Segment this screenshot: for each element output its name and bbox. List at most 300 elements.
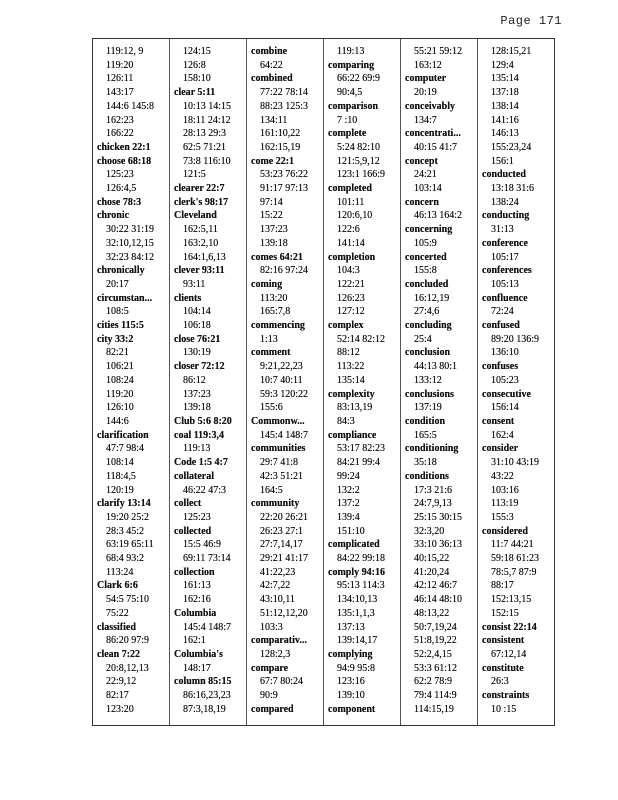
index-page-ref: 152:13,15 bbox=[491, 594, 532, 606]
index-page-ref: 40:15,22 bbox=[414, 553, 450, 565]
index-page-ref: 31:13 bbox=[491, 224, 514, 236]
index-term: Columbia bbox=[174, 607, 217, 619]
index-page-ref: 48:13,22 bbox=[414, 607, 450, 619]
index-page-ref: 139:18 bbox=[260, 237, 288, 249]
index-page-ref: 113:20 bbox=[260, 292, 288, 304]
index-page-ref: 128:15,21 bbox=[491, 46, 532, 57]
index-term: coal 119:3,4 bbox=[174, 429, 224, 441]
index-term: communities bbox=[251, 443, 306, 455]
index-page-ref: 67:7 80:24 bbox=[260, 676, 304, 688]
index-term: comparing bbox=[328, 59, 375, 71]
index-page-ref: 105:9 bbox=[414, 237, 437, 249]
index-page-ref: 59:3 120:22 bbox=[260, 388, 309, 400]
index-page-ref: 119:12, 9 bbox=[106, 46, 144, 57]
index-page-ref: 16:12,19 bbox=[414, 292, 450, 304]
index-page-ref: 119:20 bbox=[106, 59, 134, 71]
index-page-ref: 126:10 bbox=[106, 402, 134, 414]
index-page-ref: 139:18 bbox=[183, 402, 211, 414]
index-term: cities 115:5 bbox=[97, 320, 144, 332]
index-page-ref: 103:16 bbox=[491, 484, 519, 496]
index-page-ref: 137:2 bbox=[337, 498, 360, 510]
index-page-ref: 113:22 bbox=[337, 361, 365, 373]
index-term: conducted bbox=[482, 169, 526, 181]
index-page-ref: 119:20 bbox=[106, 388, 134, 400]
index-page-ref: 162:5,11 bbox=[183, 224, 218, 236]
index-term: conditions bbox=[405, 470, 449, 482]
index-page-ref: 24:7,9,13 bbox=[414, 498, 452, 510]
index-page-ref: 139:4 bbox=[337, 511, 360, 523]
index-page-ref: 105:13 bbox=[491, 278, 519, 290]
index-term: column 85:15 bbox=[174, 676, 232, 688]
index-term: complete bbox=[328, 128, 367, 140]
index-term: closer 72:12 bbox=[174, 361, 225, 373]
index-page-ref: 141:16 bbox=[491, 114, 519, 126]
index-page-ref: 127:12 bbox=[337, 306, 365, 318]
index-page-ref: 164:1,6,13 bbox=[183, 251, 226, 263]
index-page-ref: 163:2,10 bbox=[183, 237, 219, 249]
index-page-ref: 86:20 97:9 bbox=[106, 635, 150, 647]
index-term: Commonw... bbox=[251, 415, 305, 427]
index-page-ref: 41:20,24 bbox=[414, 566, 450, 578]
index-term: close 76:21 bbox=[174, 333, 221, 345]
index-page-ref: 11:7 44:21 bbox=[491, 539, 534, 551]
index-page-ref: 139:10 bbox=[337, 690, 365, 702]
index-page-ref: 77:22 78:14 bbox=[260, 87, 309, 99]
index-page-ref: 87:3,18,19 bbox=[183, 703, 226, 715]
index-page-ref: 84:3 bbox=[337, 415, 355, 427]
index-page-ref: 104:3 bbox=[337, 265, 360, 277]
index-page-ref: 134:7 bbox=[414, 114, 437, 126]
index-page-ref: 75:22 bbox=[106, 607, 129, 619]
index-term: compare bbox=[251, 662, 289, 674]
index-term: concerted bbox=[405, 251, 447, 263]
index-term: compliance bbox=[328, 429, 377, 441]
index-term: concluding bbox=[405, 320, 452, 332]
index-page-ref: 90:4,5 bbox=[337, 87, 363, 99]
index-term: consistent bbox=[482, 635, 525, 647]
index-page-ref: 26:3 bbox=[491, 676, 509, 688]
index-term: clarify 13:14 bbox=[97, 498, 151, 510]
index-page-ref: 145:4 148:7 bbox=[260, 429, 309, 441]
index-page-ref: 155:6 bbox=[260, 402, 283, 414]
index-page-ref: 152:15 bbox=[491, 607, 519, 619]
index-page-ref: 44:13 80:1 bbox=[414, 361, 458, 373]
index-page-ref: 1:13 bbox=[260, 333, 278, 345]
index-page-ref: 118:4,5 bbox=[106, 470, 136, 482]
index-term: concept bbox=[405, 155, 438, 167]
index-page-ref: 97:14 bbox=[260, 196, 283, 208]
index-term: confused bbox=[482, 320, 520, 332]
index-page-ref: 101:11 bbox=[337, 196, 365, 208]
index-page-ref: 41:22,23 bbox=[260, 566, 296, 578]
index-page-ref: 134:10,13 bbox=[337, 594, 378, 606]
index-term: condition bbox=[405, 415, 446, 427]
index-page-ref: 42:7,22 bbox=[260, 580, 291, 592]
index-term: concluded bbox=[405, 278, 449, 290]
index-page-ref: 43:10,11 bbox=[260, 594, 295, 606]
index-term: confluence bbox=[482, 292, 528, 304]
index-page-ref: 105:17 bbox=[491, 251, 519, 263]
index-term: chicken 22:1 bbox=[97, 141, 151, 153]
index-page-ref: 135:14 bbox=[337, 374, 365, 386]
index-term: collateral bbox=[174, 470, 214, 482]
index-term: choose 68:18 bbox=[97, 155, 152, 167]
index-page-ref: 32:3,20 bbox=[414, 525, 445, 537]
index-page-ref: 26:23 27:1 bbox=[260, 525, 304, 537]
index-page-ref: 47:7 98:4 bbox=[106, 443, 145, 455]
index-page-ref: 27:4,6 bbox=[414, 306, 440, 318]
index-page-ref: 35:18 bbox=[414, 457, 437, 469]
index-term: Columbia's bbox=[174, 648, 223, 660]
index-page-ref: 162:1 bbox=[183, 635, 206, 647]
index-page-ref: 22:9,12 bbox=[106, 676, 137, 688]
index-term: comply 94:16 bbox=[328, 566, 385, 578]
index-page-ref: 88:23 125:3 bbox=[260, 100, 309, 112]
index-term: conditioning bbox=[405, 443, 459, 455]
index-term: classified bbox=[97, 621, 136, 633]
index-page-ref: 42:3 51:21 bbox=[260, 470, 304, 482]
index-page-ref: 108:5 bbox=[106, 306, 129, 318]
index-page-ref: 10 :15 bbox=[491, 703, 517, 715]
index-page-ref: 120:19 bbox=[106, 484, 134, 496]
index-page-ref: 123:1 166:9 bbox=[337, 169, 386, 181]
index-page-ref: 103:3 bbox=[260, 621, 283, 633]
index-page-ref: 104:14 bbox=[183, 306, 211, 318]
index-page-ref: 40:15 41:7 bbox=[414, 141, 458, 153]
index-page-ref: 145:4 148:7 bbox=[183, 621, 232, 633]
index-page-ref: 42:12 46:7 bbox=[414, 580, 458, 592]
index-page-ref: 122:21 bbox=[337, 278, 365, 290]
index-page-ref: 79:4 114:9 bbox=[414, 690, 457, 702]
index-page-ref: 17:3 21:6 bbox=[414, 484, 453, 496]
index-page-ref: 122:6 bbox=[337, 224, 360, 236]
index-page-ref: 156:1 bbox=[491, 155, 514, 167]
index-page-ref: 46:14 48:10 bbox=[414, 594, 463, 606]
index-page-ref: 165:7,8 bbox=[260, 306, 291, 318]
index-page-ref: 155:8 bbox=[414, 265, 437, 277]
index-page-ref: 162:4 bbox=[491, 429, 514, 441]
index-term: clear 5:11 bbox=[174, 87, 216, 99]
index-page-ref: 88:12 bbox=[337, 347, 360, 359]
index-page-ref: 94:9 95:8 bbox=[337, 662, 376, 674]
index-page-ref: 138:24 bbox=[491, 196, 519, 208]
index-page-ref: 72:24 bbox=[491, 306, 514, 318]
index-page-ref: 126:4,5 bbox=[106, 183, 137, 195]
index-term: completed bbox=[328, 183, 372, 195]
index-page-ref: 113:19 bbox=[491, 498, 519, 510]
index-term: considered bbox=[482, 525, 528, 537]
index-term: combine bbox=[251, 46, 288, 57]
index-term: consider bbox=[482, 443, 519, 455]
index-term: conclusion bbox=[405, 347, 451, 359]
index-page-ref: 83:13,19 bbox=[337, 402, 373, 414]
index-page-ref: 69:11 73:14 bbox=[183, 553, 231, 565]
index-term: conclusions bbox=[405, 388, 454, 400]
index-page-ref: 125:23 bbox=[183, 511, 211, 523]
index-page-ref: 126:11 bbox=[106, 73, 134, 85]
index-page-ref: 93:11 bbox=[183, 278, 206, 290]
index-page-ref: 138:14 bbox=[491, 100, 519, 112]
index-term: city 33:2 bbox=[97, 333, 134, 345]
index-term: constitute bbox=[482, 662, 524, 674]
index-page-ref: 130:19 bbox=[183, 347, 211, 359]
index-page-ref: 95:13 114:3 bbox=[337, 580, 385, 592]
index-page-ref: 161:10,22 bbox=[260, 128, 301, 140]
index-page-ref: 84:22 99:18 bbox=[337, 553, 386, 565]
index-page-ref: 54:5 75:10 bbox=[106, 594, 150, 606]
index-page-ref: 165:5 bbox=[414, 429, 437, 441]
index-term: clerk's 98:17 bbox=[174, 196, 229, 208]
index-page-ref: 164:5 bbox=[260, 484, 283, 496]
index-term: conceivably bbox=[405, 100, 455, 112]
index-page-ref: 46:13 164:2 bbox=[414, 210, 463, 222]
index-term: clean 7:22 bbox=[97, 648, 141, 660]
index-term: complicated bbox=[328, 539, 380, 551]
index-column bbox=[93, 39, 170, 725]
page-number: Page 171 bbox=[500, 14, 562, 28]
index-term: combined bbox=[251, 73, 293, 85]
index-page-ref: 161:13 bbox=[183, 580, 211, 592]
index-term: chronically bbox=[97, 265, 145, 277]
index-term: completion bbox=[328, 251, 376, 263]
index-term: conference bbox=[482, 237, 528, 249]
index-page-ref: 135:1,1,3 bbox=[337, 607, 375, 619]
index-page-ref: 108:24 bbox=[106, 374, 134, 386]
index-page-ref: 105:23 bbox=[491, 374, 519, 386]
word-index-table bbox=[92, 38, 555, 726]
index-page-ref: 67:12,14 bbox=[491, 648, 527, 660]
index-page-ref: 91:17 97:13 bbox=[260, 183, 309, 195]
index-page-ref: 82:21 bbox=[106, 347, 129, 359]
index-page-ref: 32:23 84:12 bbox=[106, 251, 155, 263]
index-column bbox=[170, 39, 247, 725]
index-page-ref: 32:10,12,15 bbox=[106, 237, 154, 249]
index-page-ref: 33:10 36:13 bbox=[414, 539, 463, 551]
index-page-ref: 106:18 bbox=[183, 320, 211, 332]
index-term: complex bbox=[328, 320, 364, 332]
index-page-ref: 10:7 40:11 bbox=[260, 374, 303, 386]
index-page-ref: 84:21 99:4 bbox=[337, 457, 381, 469]
index-page-ref: 133:12 bbox=[414, 374, 442, 386]
index-term: Clark 6:6 bbox=[97, 580, 138, 592]
index-term: concern bbox=[405, 196, 439, 208]
index-page-ref: 15:22 bbox=[260, 210, 283, 222]
index-page-ref: 24:21 bbox=[414, 169, 437, 181]
index-page-ref: 62:2 78:9 bbox=[414, 676, 453, 688]
index-page-ref: 121:5 bbox=[183, 169, 206, 181]
index-page-ref: 68:4 93:2 bbox=[106, 553, 145, 565]
index-page-ref: 134:11 bbox=[260, 114, 288, 126]
index-term: computer bbox=[405, 73, 447, 85]
index-term: Cleveland bbox=[174, 210, 217, 222]
index-page-ref: 137:23 bbox=[183, 388, 211, 400]
index-page-ref: 90:9 bbox=[260, 690, 278, 702]
index-term: consecutive bbox=[482, 388, 531, 400]
index-page-ref: 9:21,22,23 bbox=[260, 361, 303, 373]
index-term: component bbox=[328, 703, 376, 715]
index-page-ref: 31:10 43:19 bbox=[491, 457, 540, 469]
index-page-ref: 144:6 bbox=[106, 415, 129, 427]
index-page-ref: 19:20 25:2 bbox=[106, 511, 150, 523]
index-page-ref: 120:6,10 bbox=[337, 210, 373, 222]
index-term: clearer 22:7 bbox=[174, 183, 225, 195]
index-page-ref: 137:13 bbox=[337, 621, 365, 633]
index-term: community bbox=[251, 498, 300, 510]
index-page-ref: 129:4 bbox=[491, 59, 514, 71]
index-page-ref: 51:8,19,22 bbox=[414, 635, 457, 647]
index-term: comparison bbox=[328, 100, 378, 112]
index-page-ref: 53:3 61:12 bbox=[414, 662, 458, 674]
index-term: consent bbox=[482, 415, 515, 427]
index-page-ref: 29:7 41:8 bbox=[260, 457, 299, 469]
index-term: collection bbox=[174, 566, 215, 578]
index-page-ref: 52:14 82:12 bbox=[337, 333, 386, 345]
index-page-ref: 62:5 71:21 bbox=[183, 141, 227, 153]
index-page-ref: 10:13 14:15 bbox=[183, 100, 232, 112]
index-page-ref: 86:12 bbox=[183, 374, 206, 386]
index-page-ref: 5:24 82:10 bbox=[337, 141, 381, 153]
index-page-ref: 166:22 bbox=[106, 128, 134, 140]
index-page-ref: 20:8,12,13 bbox=[106, 662, 149, 674]
index-term: concerning bbox=[405, 224, 453, 236]
index-page-ref: 155:3 bbox=[491, 511, 514, 523]
index-page-ref: 136:10 bbox=[491, 347, 519, 359]
index-page-ref: 88:17 bbox=[491, 580, 514, 592]
index-page-ref: 43:22 bbox=[491, 470, 514, 482]
index-page-ref: 119:13 bbox=[337, 46, 365, 57]
index-page-ref: 15:5 46:9 bbox=[183, 539, 222, 551]
index-page-ref: 143:17 bbox=[106, 87, 134, 99]
index-page-ref: 106:21 bbox=[106, 361, 134, 373]
index-page-ref: 22:20 26:21 bbox=[260, 511, 309, 523]
index-page-ref: 156:14 bbox=[491, 402, 519, 414]
index-page-ref: 29:21 41:17 bbox=[260, 553, 309, 565]
index-page-ref: 146:13 bbox=[491, 128, 519, 140]
index-page-ref: 162:16 bbox=[183, 594, 211, 606]
index-page-ref: 73:8 116:10 bbox=[183, 155, 231, 167]
index-term: Club 5:6 8:20 bbox=[174, 415, 232, 427]
index-term: coming bbox=[251, 278, 283, 290]
index-page-ref: 63:19 65:11 bbox=[106, 539, 154, 551]
index-term: clever 93:11 bbox=[174, 265, 225, 277]
index-page-ref: 25:15 30:15 bbox=[414, 511, 463, 523]
index-page-ref: 121:5,9,12 bbox=[337, 155, 380, 167]
index-term: chose 78:3 bbox=[97, 196, 142, 208]
index-term: compared bbox=[251, 703, 294, 715]
index-page-ref: 155:23,24 bbox=[491, 141, 532, 153]
index-term: complexity bbox=[328, 388, 375, 400]
index-column bbox=[478, 39, 554, 725]
index-term: complying bbox=[328, 648, 373, 660]
index-page-ref: 28:13 29:3 bbox=[183, 128, 227, 140]
index-page-ref: 78:5,7 87:9 bbox=[491, 566, 537, 578]
index-page-ref: 151:10 bbox=[337, 525, 365, 537]
index-term: clients bbox=[174, 292, 202, 304]
index-page-ref: 137:23 bbox=[260, 224, 288, 236]
index-page-ref: 103:14 bbox=[414, 183, 442, 195]
index-page-ref: 126:8 bbox=[183, 59, 206, 71]
index-page-ref: 126:23 bbox=[337, 292, 365, 304]
index-page-ref: 128:2,3 bbox=[260, 648, 291, 660]
index-page-ref: 135:14 bbox=[491, 73, 519, 85]
index-page-ref: 162:15,19 bbox=[260, 141, 301, 153]
index-term: clarification bbox=[97, 429, 149, 441]
index-term: comes 64:21 bbox=[251, 251, 303, 263]
index-page-ref: 82:17 bbox=[106, 690, 129, 702]
index-page-ref: 113:24 bbox=[106, 566, 134, 578]
index-page-ref: 53:23 76:22 bbox=[260, 169, 309, 181]
index-term: comparativ... bbox=[251, 635, 307, 647]
index-page-ref: 108:14 bbox=[106, 457, 134, 469]
index-term: commencing bbox=[251, 320, 305, 332]
index-page-ref: 86:16,23,23 bbox=[183, 690, 231, 702]
index-term: concentrati... bbox=[405, 128, 461, 140]
index-page-ref: 132:2 bbox=[337, 484, 360, 496]
index-page-ref: 163:12 bbox=[414, 59, 442, 71]
index-page-ref: 66:22 69:9 bbox=[337, 73, 381, 85]
index-page-ref: 64:22 bbox=[260, 59, 283, 71]
index-page-ref: 82:16 97:24 bbox=[260, 265, 309, 277]
index-page-ref: 162:23 bbox=[106, 114, 134, 126]
index-term: collect bbox=[174, 498, 202, 510]
index-page-ref: 18:11 24:12 bbox=[183, 114, 231, 126]
index-page-ref: 51:12,12,20 bbox=[260, 607, 308, 619]
index-page-ref: 20:19 bbox=[414, 87, 437, 99]
index-page-ref: 119:13 bbox=[183, 443, 211, 455]
index-page-ref: 89:20 136:9 bbox=[491, 333, 540, 345]
index-page-ref: 53:17 82:23 bbox=[337, 443, 386, 455]
index-page-ref: 99:24 bbox=[337, 470, 360, 482]
index-page-ref: 158:10 bbox=[183, 73, 211, 85]
index-term: collected bbox=[174, 525, 212, 537]
index-term: constraints bbox=[482, 690, 530, 702]
index-page-ref: 137:18 bbox=[491, 87, 519, 99]
index-page-ref: 114:15,19 bbox=[414, 703, 454, 715]
index-column bbox=[324, 39, 401, 725]
index-page-ref: 7 :10 bbox=[337, 114, 358, 126]
index-term: conducting bbox=[482, 210, 530, 222]
index-page-ref: 123:16 bbox=[337, 676, 365, 688]
index-page-ref: 28:3 45:2 bbox=[106, 525, 145, 537]
index-page-ref: 124:15 bbox=[183, 46, 211, 57]
index-page-ref: 123:20 bbox=[106, 703, 134, 715]
index-column bbox=[247, 39, 324, 725]
index-page-ref: 20:17 bbox=[106, 278, 129, 290]
index-term: comment bbox=[251, 347, 291, 359]
index-term: consist 22:14 bbox=[482, 621, 537, 633]
index-term: chronic bbox=[97, 210, 130, 222]
index-term: confuses bbox=[482, 361, 519, 373]
index-page-ref: 144:6 145:8 bbox=[106, 100, 155, 112]
index-term: Code 1:5 4:7 bbox=[174, 457, 228, 469]
index-term: conferences bbox=[482, 265, 532, 277]
index-page-ref: 27:7,14,17 bbox=[260, 539, 303, 551]
index-page-ref: 55:21 59:12 bbox=[414, 46, 463, 57]
index-term: come 22:1 bbox=[251, 155, 295, 167]
index-column bbox=[401, 39, 478, 725]
index-page-ref: 50:7,19,24 bbox=[414, 621, 457, 633]
index-term: circumstan... bbox=[97, 292, 153, 304]
index-page-ref: 52:2,4,15 bbox=[414, 648, 452, 660]
index-page-ref: 30:22 31:19 bbox=[106, 224, 155, 236]
index-page-ref: 141:14 bbox=[337, 237, 365, 249]
index-page-ref: 46:22 47:3 bbox=[183, 484, 227, 496]
index-page-ref: 125:23 bbox=[106, 169, 134, 181]
index-page-ref: 25:4 bbox=[414, 333, 432, 345]
index-page-ref: 148:17 bbox=[183, 662, 211, 674]
index-page-ref: 139:14,17 bbox=[337, 635, 378, 647]
index-page-ref: 13:18 31:6 bbox=[491, 183, 535, 195]
